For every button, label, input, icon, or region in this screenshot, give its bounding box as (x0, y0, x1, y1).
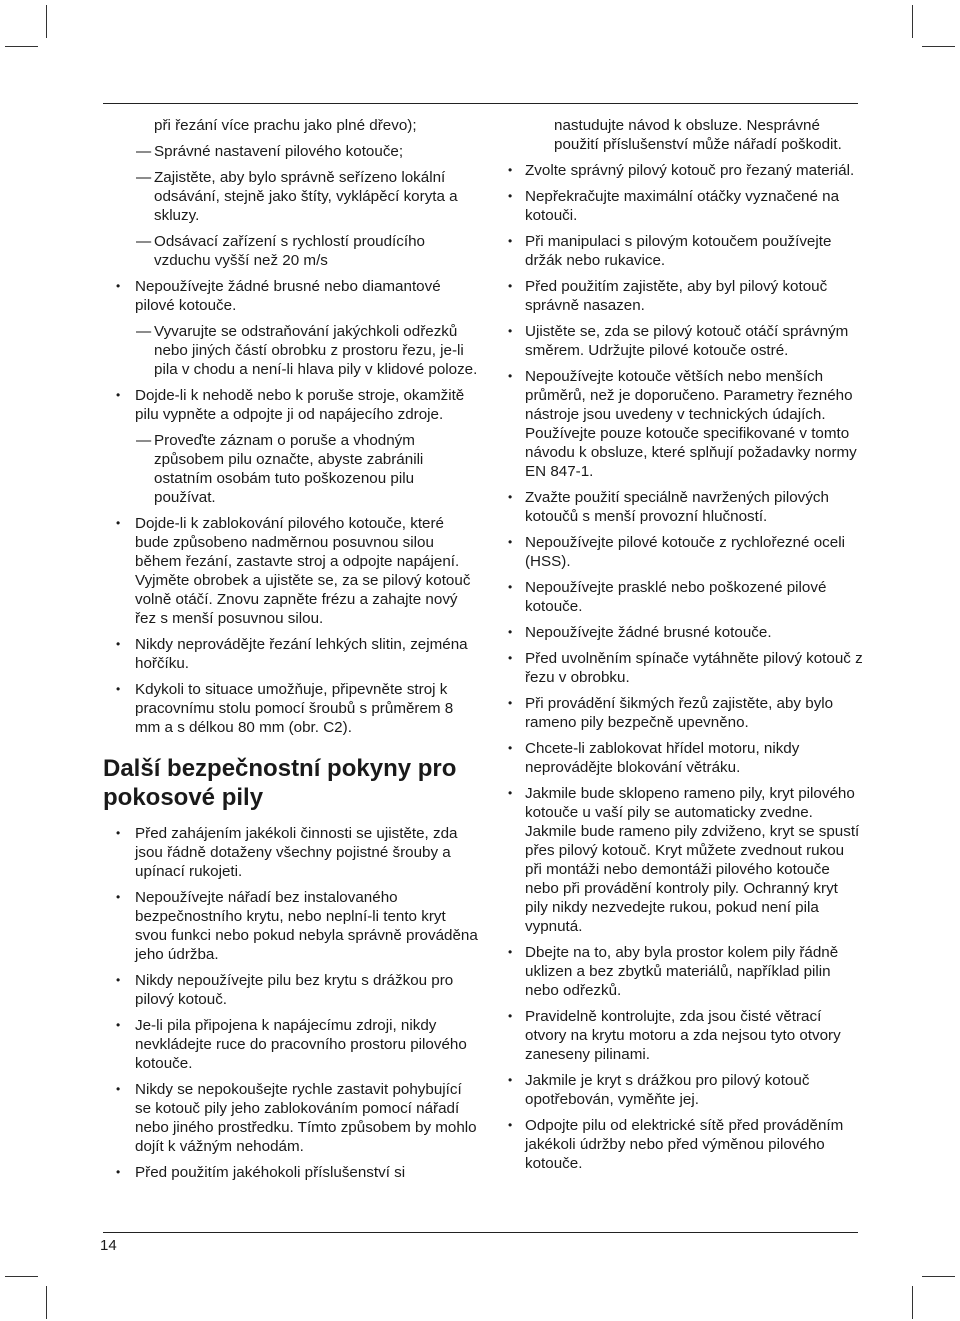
dash-marker: — (136, 323, 152, 340)
list-item (103, 824, 478, 881)
right-column (503, 116, 863, 1180)
crop-mark (46, 1286, 47, 1319)
bullet-marker: • (508, 1073, 513, 1087)
list-item (503, 533, 863, 571)
list-item (103, 322, 478, 379)
bullet-marker: • (508, 1009, 513, 1023)
list-item-text: Nikdy neprovádějte řezání lehkých slitin, zejména hořčíku. (135, 636, 468, 672)
crop-mark (922, 46, 955, 47)
crop-mark (912, 1286, 913, 1319)
list-item-text: Odpojte pilu od elektrické sítě před prováděním jakékoli údržby nebo před výměnou pilového kotouče. (525, 1117, 844, 1172)
list-item (103, 277, 478, 315)
list-item (503, 232, 863, 270)
list-item-text: Nepoužívejte kotouče větších nebo menších průměrů, než je doporučeno. Parametry řezného nástroje jsou uvedeny v technických údajích. Používejte pouze kotouče specifikované v tomto návodu k obsluze, které splňují požadavky normy EN 847-1. (525, 368, 857, 480)
list-item (103, 888, 478, 964)
list-item (103, 1016, 478, 1073)
list-item-text: Jakmile bude sklopeno rameno pily, kryt pilového kotouče u vaší pily se automaticky zvedne. Jakmile bude rameno pily zdviženo, kryt se spustí přes pilový kotouč. Kryt můžete zvednout rukou při montáži nebo demontáži pilového kotouče nebo při provádění kontroly pily. Ochranný kryt pily nikdy nezvedejte rukou, pokud není pila vypnutá. (525, 785, 860, 935)
bullet-marker: • (508, 625, 513, 639)
list-item (503, 277, 863, 315)
left-column (103, 116, 478, 1189)
list-item (103, 116, 478, 135)
list-item-text: Zvažte použití speciálně navržených pilových kotoučů s menší provozní hlučností. (525, 489, 829, 525)
list-item-text: Před uvolněním spínače vytáhněte pilový kotouč z řezu v obrobku. (525, 650, 863, 686)
list-item (503, 322, 863, 360)
list-item-text: Proveďte záznam o poruše a vhodným způsobem pilu označte, abyste zabránili ostatním osobám tuto poškozenou pilu používat. (154, 432, 424, 506)
list-item (103, 971, 478, 1009)
bullet-marker: • (116, 973, 121, 987)
list-item (503, 649, 863, 687)
list-item-text: Ujistěte se, zda se pilový kotouč otáčí správným směrem. Udržujte pilové kotouče ostré. (525, 323, 849, 359)
bullet-marker: • (116, 637, 121, 651)
list-item (503, 1116, 863, 1173)
list-item-text: Kdykoli to situace umožňuje, připevněte stroj k pracovnímu stolu pomocí šroubů s průměrem 8 mm a s délkou 80 mm (obr. C2). (135, 681, 454, 736)
bullet-marker: • (508, 651, 513, 665)
list-item-text: Dbejte na to, aby byla prostor kolem pily řádně uklizen a bez zbytků materiálů, například pilin nebo odřezků. (525, 944, 839, 999)
list-item (503, 943, 863, 1000)
list-item (103, 635, 478, 673)
bullet-marker: • (508, 369, 513, 383)
list-item-text: Je-li pila připojena k napájecímu zdroji, nikdy nevkládejte ruce do pracovního prostoru pilového kotouče. (135, 1017, 467, 1072)
bullet-marker: • (508, 945, 513, 959)
footer-rule (103, 1232, 858, 1233)
bullet-marker: • (116, 279, 121, 293)
list-item (103, 1163, 478, 1182)
list-item-text: Odsávací zařízení s rychlostí proudícího vzduchu vyšší než 20 m/s (154, 233, 425, 269)
list-item-text: Před použitím jakéhokoli příslušenství si (135, 1164, 406, 1181)
list-item-text: Zajistěte, aby bylo správně seřízeno lokální odsávání, stejně jako štíty, vyklápěcí koryta a skluzy. (154, 169, 458, 224)
list-item (503, 578, 863, 616)
list-item (503, 367, 863, 481)
list-item (103, 1080, 478, 1156)
list-item-text: Nikdy nepoužívejte pilu bez krytu s drážkou pro pilový kotouč. (135, 972, 454, 1008)
header-rule (103, 103, 858, 104)
bullet-marker: • (116, 682, 121, 696)
list-item-text: Nepoužívejte žádné brusné nebo diamantové pilové kotouče. (135, 278, 441, 314)
bullet-marker: • (116, 826, 121, 840)
bullet-marker: • (508, 741, 513, 755)
bullet-marker: • (508, 696, 513, 710)
list-item-text: Nepoužívejte nářadí bez instalovaného bezpečnostního krytu, nebo neplní-li tento kryt svou funkci nebo pokud nebyla správně prováděna jeho údržba. (135, 889, 478, 963)
list-item-text: Nikdy se nepokoušejte rychle zastavit pohybující se kotouč pily jeho zablokováním pomocí nářadí nebo jiného prostředku. Tímto způsobem by mohlo dojít k vážným nehodám. (135, 1081, 477, 1155)
list-item-text: při řezání více prachu jako plné dřevo); (154, 117, 417, 134)
list-item-text: Před zahájením jakékoli činnosti se ujistěte, zda jsou řádně dotaženy všechny pojistné šrouby a upínací rukojeti. (135, 825, 458, 880)
list-item (503, 784, 863, 936)
list-item-text: Dojde-li k zablokování pilového kotouče, které bude způsobeno nadměrnou posuvnou silou během řezání, zastavte stroj a odpojte napájení. Vyjměte obrobek a ujistěte se, za se pilový kotouč volně otáčí. Znovu zapněte frézu a zahajte nový řez s menší posuvnou silou. (135, 515, 471, 627)
list-item (103, 431, 478, 507)
list-item (103, 142, 478, 161)
bullet-marker: • (508, 1118, 513, 1132)
list-item (503, 694, 863, 732)
list-item-text: Vyvarujte se odstraňování jakýchkoli odřezků nebo jiných částí obrobku z prostoru řezu, je-li pila v chodu a není-li hlava pily v klidové poloze. (154, 323, 478, 378)
bullet-marker: • (116, 1082, 121, 1096)
list-item-text: Chcete-li zablokovat hřídel motoru, nikdy neprovádějte blokování větráku. (525, 740, 800, 776)
list-item-text: Správné nastavení pilového kotouče; (154, 143, 404, 160)
bullet-marker: • (508, 279, 513, 293)
bullet-marker: • (508, 189, 513, 203)
list-item-text: Před použitím zajistěte, aby byl pilový kotouč správně nasazen. (525, 278, 828, 314)
right-items (503, 116, 863, 1173)
section-heading: Další bezpečnostní pokyny pro pokosové pily (103, 755, 457, 811)
crop-mark (5, 1276, 38, 1277)
list-item (503, 187, 863, 225)
list-item (103, 168, 478, 225)
list-item (503, 161, 863, 180)
bullet-marker: • (508, 786, 513, 800)
page-number: 14 (100, 1237, 117, 1254)
list-item-text: Při provádění šikmých řezů zajistěte, aby bylo rameno pily bezpečně upevněno. (525, 695, 834, 731)
list-item-text: Nepoužívejte pilové kotouče z rychlořezné oceli (HSS). (525, 534, 845, 570)
list-item (503, 1007, 863, 1064)
list-item (503, 739, 863, 777)
bullet-marker: • (508, 490, 513, 504)
bullet-marker: • (508, 580, 513, 594)
crop-mark (912, 5, 913, 38)
list-item (103, 680, 478, 737)
crop-mark (5, 46, 38, 47)
list-item (503, 488, 863, 526)
bullet-marker: • (116, 1018, 121, 1032)
bullet-marker: • (508, 324, 513, 338)
list-item-text: Nepřekračujte maximální otáčky vyznačené na kotouči. (525, 188, 840, 224)
list-item-text: Nepoužívejte žádné brusné kotouče. (525, 624, 772, 641)
list-item-text: nastudujte návod k obsluze. Nesprávné použití příslušenství může nářadí poškodit. (554, 117, 842, 153)
list-item (503, 623, 863, 642)
crop-mark (46, 5, 47, 38)
crop-mark (922, 1276, 955, 1277)
dash-marker: — (136, 432, 152, 449)
dash-marker: — (136, 169, 152, 186)
list-item (103, 514, 478, 628)
bullet-marker: • (116, 388, 121, 402)
left-items-bottom (103, 824, 478, 1182)
left-items-top (103, 116, 478, 737)
list-item (503, 116, 863, 154)
bullet-marker: • (116, 516, 121, 530)
dash-marker: — (136, 233, 152, 250)
list-item-text: Dojde-li k nehodě nebo k poruše stroje, okamžitě pilu vypněte a odpojte ji od napájecího zdroje. (135, 387, 465, 423)
bullet-marker: • (116, 890, 121, 904)
bullet-marker: • (508, 234, 513, 248)
list-item-text: Pravidelně kontrolujte, zda jsou čisté větrací otvory na krytu motoru a zda nejsou tyto otvory zaneseny pilinami. (525, 1008, 841, 1063)
list-item-text: Zvolte správný pilový kotouč pro řezaný materiál. (525, 162, 855, 179)
list-item (103, 232, 478, 270)
list-item (103, 386, 478, 424)
bullet-marker: • (116, 1165, 121, 1179)
list-item-text: Při manipulaci s pilovým kotoučem používejte držák nebo rukavice. (525, 233, 832, 269)
dash-marker: — (136, 143, 152, 160)
bullet-marker: • (508, 535, 513, 549)
list-item-text: Jakmile je kryt s drážkou pro pilový kotouč opotřebován, vyměňte jej. (525, 1072, 810, 1108)
bullet-marker: • (508, 163, 513, 177)
list-item (503, 1071, 863, 1109)
list-item-text: Nepoužívejte prasklé nebo poškozené pilové kotouče. (525, 579, 827, 615)
